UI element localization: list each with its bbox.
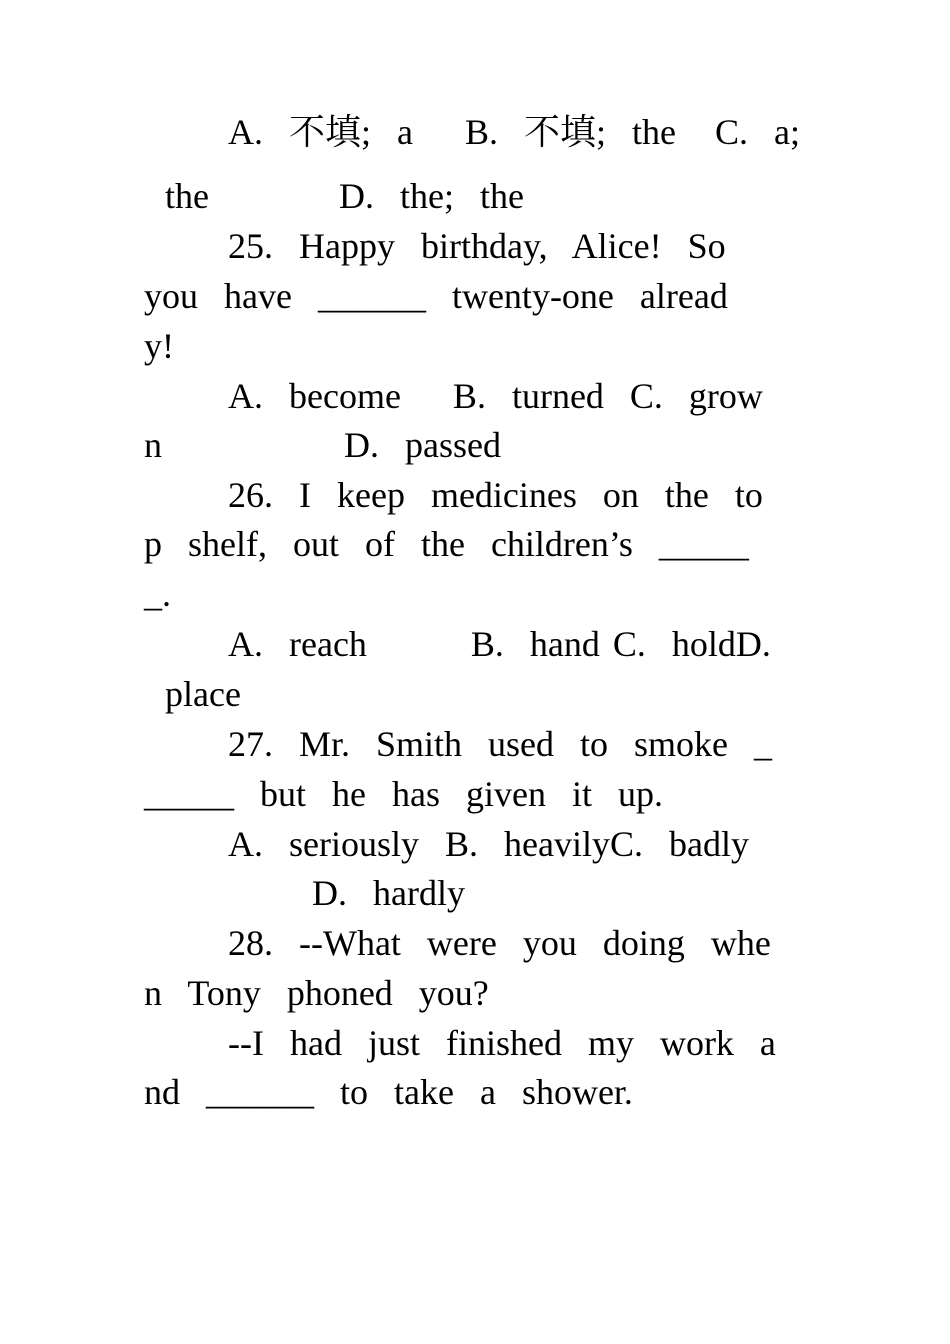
q26-question-line-1: 26. I keep medicines on the to <box>228 475 763 515</box>
q27-question-line-1: 27. Mr. Smith used to smoke _ <box>228 724 773 764</box>
q26-options-line-2: place <box>165 674 241 714</box>
q28-answer-line-2: nd ______ to take a shower. <box>144 1072 633 1112</box>
q24-options-line-1: A. 不填; a B. 不填; the C. a; <box>228 112 800 152</box>
q28-question-line-1: 28. --What were you doing whe <box>228 923 771 963</box>
q25-question-line-3: y! <box>144 326 174 366</box>
q26-question-line-2: p shelf, out of the children’s _____ <box>144 524 749 564</box>
q24-options-line-2: the D. the; the <box>165 176 524 216</box>
q26-question-line-3: _. <box>144 574 171 614</box>
q27-question-line-2: _____ but he has given it up. <box>144 774 663 814</box>
q27-options-line-2: D. hardly <box>312 873 465 913</box>
q25-question-line-2: you have ______ twenty-one alread <box>144 276 728 316</box>
q26-options-line-1: A. reach B. hand C. holdD. <box>228 624 771 664</box>
q28-question-line-2: n Tony phoned you? <box>144 973 489 1013</box>
q28-answer-line-1: --I had just finished my work a <box>228 1023 776 1063</box>
q25-options-line-2: n D. passed <box>144 425 501 465</box>
q25-question-line-1: 25. Happy birthday, Alice! So <box>228 226 726 266</box>
q27-options-line-1: A. seriously B. heavilyC. badly <box>228 824 749 864</box>
q25-options-line-1: A. become B. turned C. grow <box>228 376 763 416</box>
